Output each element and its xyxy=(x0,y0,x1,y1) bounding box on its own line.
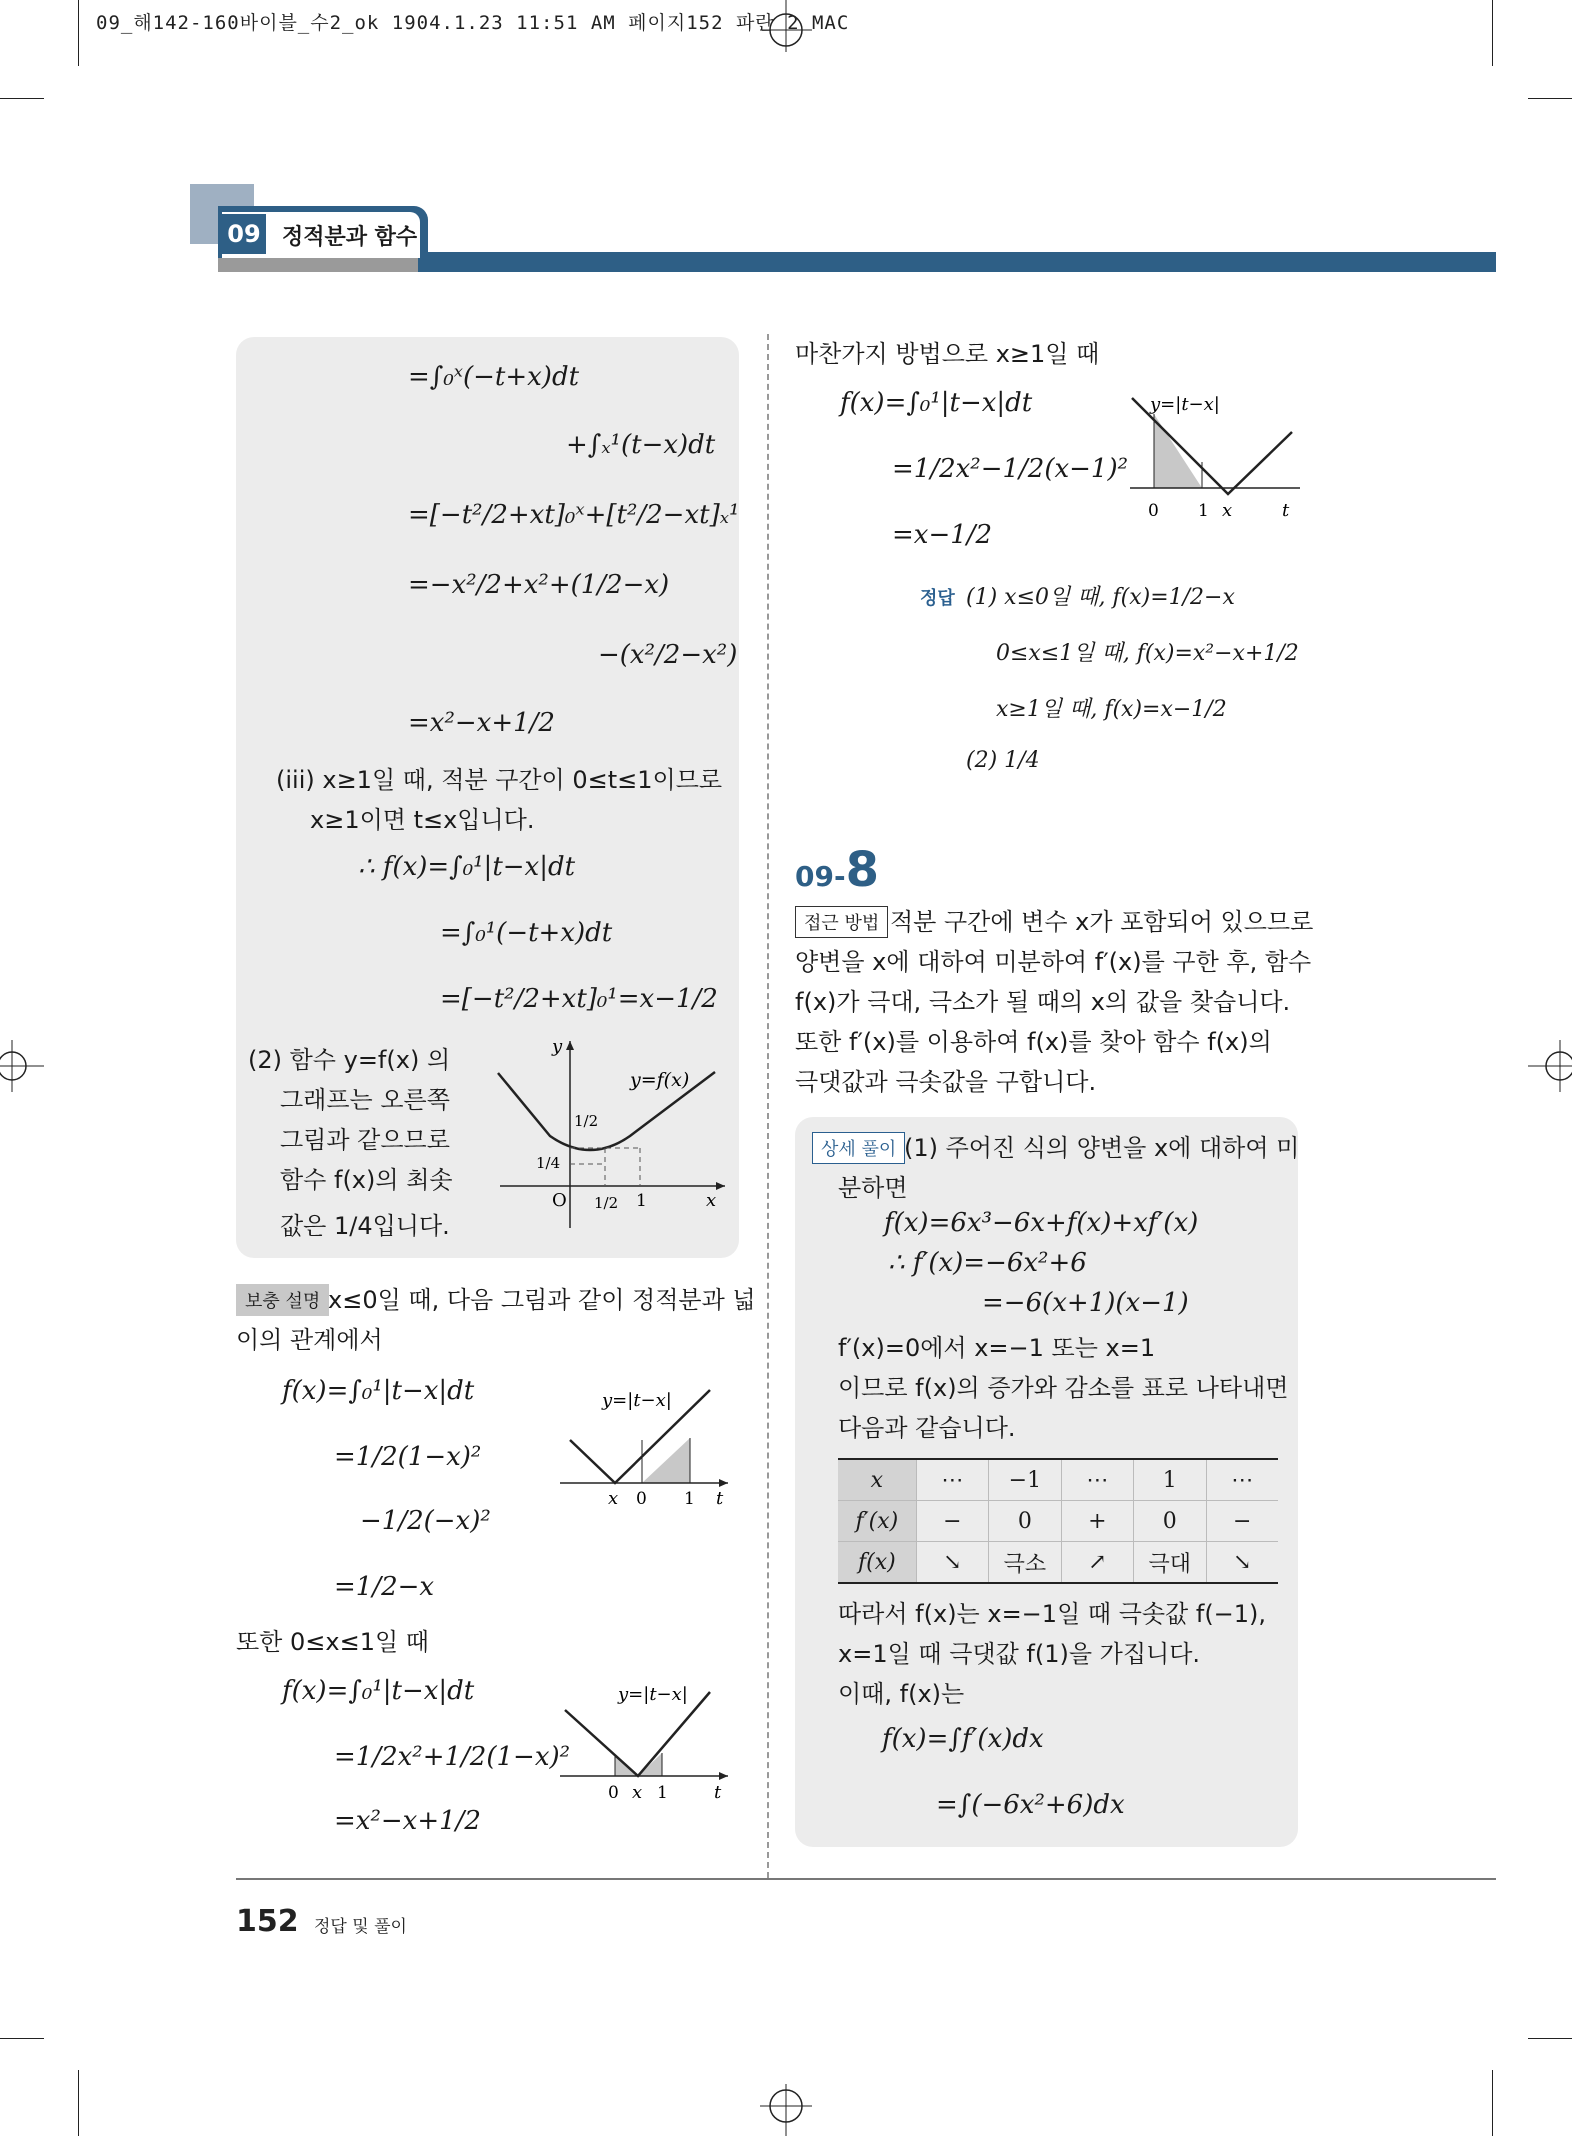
graph-label: y=|t−x| xyxy=(618,1684,688,1705)
crop-mark xyxy=(78,0,79,66)
footer-section: 정답 및 풀이 xyxy=(314,1917,407,1937)
abs-graph-x-positive xyxy=(1130,388,1310,518)
answer-line: 0≤x≤1일 때, f(x)=x²−x+1/2 xyxy=(996,641,1299,666)
table-cell: − xyxy=(1206,1501,1278,1542)
tick-label: 1 xyxy=(657,1783,668,1803)
table-cell: ↘ xyxy=(1206,1542,1278,1584)
detail-text: f′(x)=0에서 x=−1 또는 x=1 xyxy=(838,1334,1156,1362)
table-cell: f′(x) xyxy=(838,1501,916,1542)
page-number: 152 xyxy=(236,1904,299,1939)
equation-line: f(x)=∫₀¹|t−x|dt xyxy=(840,388,1033,418)
table-cell: −1 xyxy=(989,1459,1061,1501)
equation-line: =x²−x+1/2 xyxy=(408,708,555,738)
graph-label: y=|t−x| xyxy=(602,1390,672,1411)
table-cell: ↗ xyxy=(1061,1542,1133,1584)
registration-mark-icon xyxy=(1528,1040,1572,1092)
graph-label: y=|t−x| xyxy=(1150,394,1220,415)
equation-line: =1/2−x xyxy=(334,1572,435,1602)
supplement-text: 또한 0≤x≤1일 때 xyxy=(236,1628,429,1656)
table-cell: x xyxy=(838,1459,916,1501)
detail-text: 따라서 f(x)는 x=−1일 때 극솟값 f(−1), xyxy=(838,1600,1267,1628)
table-cell: + xyxy=(1061,1501,1133,1542)
print-slug: 09_해142-160바이블_수2_ok 1904.1.23 11:51 AM 페이지152 파란 2 MAC xyxy=(96,12,850,34)
approach-text: 양변을 x에 대하여 미분하여 f′(x)를 구한 후, 함수 xyxy=(795,948,1312,976)
equation-line: =∫₀¹(−t+x)dt xyxy=(440,918,613,948)
equation-line: +∫ₓ¹(t−x)dt xyxy=(566,430,716,460)
chapter-number: 09 xyxy=(222,214,266,254)
part2-text: 함수 f(x)의 최솟 xyxy=(280,1166,453,1194)
crop-mark xyxy=(1528,98,1572,99)
table-cell: 0 xyxy=(989,1501,1061,1542)
case-text: x≥1이면 t≤x입니다. xyxy=(310,806,535,834)
crop-mark xyxy=(78,2070,79,2136)
table-cell: 극대 xyxy=(1134,1542,1206,1584)
table-cell: ⋯ xyxy=(916,1459,988,1501)
right-text: 마찬가지 방법으로 x≥1일 때 xyxy=(795,340,1100,368)
chapter-title: 정적분과 함수 xyxy=(282,225,418,250)
axis-label: t xyxy=(716,1488,724,1509)
equation-line: −(x²/2−x²) xyxy=(598,640,738,670)
problem-num: 8 xyxy=(845,842,879,898)
footer-rule xyxy=(236,1878,1496,1880)
equation-line: =1/2(1−x)² xyxy=(334,1442,482,1472)
table-cell: 극소 xyxy=(989,1542,1061,1584)
part2-text: 그래프는 오른쪽 xyxy=(280,1086,450,1114)
equation-line: =x−1/2 xyxy=(892,520,993,550)
tick-label: x xyxy=(608,1488,619,1509)
equation-line: =1/2x²−1/2(x−1)² xyxy=(892,454,1129,484)
detail-text: 이때, f(x)는 xyxy=(838,1680,965,1708)
equation-line: =−6(x+1)(x−1) xyxy=(982,1288,1189,1318)
table-row xyxy=(838,1459,1278,1501)
part2-text: 그림과 같으므로 xyxy=(280,1126,450,1154)
approach-text: 또한 f′(x)를 이용하여 f(x)를 찾아 함수 f(x)의 xyxy=(795,1028,1272,1056)
axis-label: t xyxy=(714,1782,722,1803)
detail-text: x=1일 때 극댓값 f(1)을 가집니다. xyxy=(838,1640,1201,1668)
table-row xyxy=(838,1542,1278,1584)
detail-tag: 상세 풀이 xyxy=(812,1132,905,1164)
tick-label: 1 xyxy=(684,1489,695,1509)
tick-label: 1/2 xyxy=(574,1112,599,1130)
table-row xyxy=(838,1501,1278,1542)
axis-label: x xyxy=(706,1190,717,1211)
tick-label: 1 xyxy=(1198,501,1209,518)
equation-line: f(x)=∫f′(x)dx xyxy=(882,1724,1044,1754)
equation-line: =∫(−6x²+6)dx xyxy=(936,1790,1125,1820)
supplement-tag: 보충 설명 xyxy=(236,1284,329,1316)
answer-line: x≥1일 때, f(x)=x−1/2 xyxy=(996,697,1227,722)
table-cell: − xyxy=(916,1501,988,1542)
table-cell: ⋯ xyxy=(1061,1459,1133,1501)
approach-text: f(x)가 극대, 극소가 될 때의 x의 값을 찾습니다. xyxy=(795,988,1291,1016)
sign-table xyxy=(838,1458,1278,1584)
tick-label: 0 xyxy=(636,1489,647,1509)
equation-line: =[−t²/2+xt]₀¹=x−1/2 xyxy=(440,984,718,1014)
column-divider xyxy=(767,334,769,1878)
detail-text: (1) 주어진 식의 양변을 x에 대하여 미 xyxy=(904,1134,1300,1162)
equation-line: f(x)=∫₀¹|t−x|dt xyxy=(282,1376,475,1406)
crop-mark xyxy=(1492,0,1493,66)
tick-label: x xyxy=(1222,500,1233,518)
part2-text: 값은 1/4입니다. xyxy=(280,1212,450,1240)
crop-mark xyxy=(1492,2070,1493,2136)
equation-line: =−x²/2+x²+(1/2−x) xyxy=(408,570,670,600)
crop-mark xyxy=(0,98,44,99)
table-cell: ↘ xyxy=(916,1542,988,1584)
table-cell: f(x) xyxy=(838,1542,916,1584)
table-cell: ⋯ xyxy=(1206,1459,1278,1501)
equation-line: =[−t²/2+xt]₀ˣ+[t²/2−xt]ₓ¹ xyxy=(408,500,740,530)
axis-label: y xyxy=(552,1036,563,1057)
abs-graph-x-between xyxy=(560,1680,740,1810)
answer-line: (1) x≤0일 때, f(x)=1/2−x xyxy=(966,585,1235,610)
equation-line: ∴ f(x)=∫₀¹|t−x|dt xyxy=(358,852,576,882)
tick-label: 0 xyxy=(608,1783,619,1803)
table-cell: 1 xyxy=(1134,1459,1206,1501)
equation-line: f(x)=∫₀¹|t−x|dt xyxy=(282,1676,475,1706)
problem-prefix: 09- xyxy=(795,860,846,893)
equation-line: f(x)=6x³−6x+f(x)+xf′(x) xyxy=(884,1208,1199,1238)
tick-label: 1/4 xyxy=(536,1154,561,1172)
equation-line: =∫₀ˣ(−t+x)dt xyxy=(408,362,580,392)
registration-mark-icon xyxy=(0,1040,44,1092)
crop-mark xyxy=(0,2038,44,2039)
crop-mark xyxy=(1528,2038,1572,2039)
tick-label: 0 xyxy=(1148,501,1159,518)
part2-text: (2) 함수 y=f(x) 의 xyxy=(248,1046,451,1074)
equation-line: =x²−x+1/2 xyxy=(334,1806,481,1836)
supplement-text: 이의 관계에서 xyxy=(236,1326,383,1354)
equation-line: =1/2x²+1/2(1−x)² xyxy=(334,1742,571,1772)
tick-label: x xyxy=(632,1782,643,1803)
abs-graph-x-negative xyxy=(560,1380,740,1510)
origin-label: O xyxy=(552,1190,567,1211)
equation-line: −1/2(−x)² xyxy=(360,1506,491,1536)
approach-tag: 접근 방법 xyxy=(795,906,888,938)
graph-label: y=f(x) xyxy=(630,1069,690,1091)
equation-line: ∴ f′(x)=−6x²+6 xyxy=(888,1248,1087,1278)
registration-mark-icon xyxy=(760,2084,812,2136)
tick-label: 1/2 xyxy=(594,1194,619,1212)
fx-graph xyxy=(490,1036,730,1236)
problem-number xyxy=(795,842,879,898)
approach-text: 극댓값과 극솟값을 구합니다. xyxy=(795,1068,1097,1096)
detail-text: 분하면 xyxy=(838,1174,908,1202)
tick-label: 1 xyxy=(636,1191,647,1211)
axis-label: t xyxy=(1282,500,1290,518)
detail-text: 다음과 같습니다. xyxy=(838,1414,1016,1442)
answer-line: (2) 1/4 xyxy=(966,748,1040,773)
case-text: (iii) x≥1일 때, 적분 구간이 0≤t≤1이므로 xyxy=(276,766,723,794)
answer-label: 정답 xyxy=(920,588,955,609)
supplement-text: x≤0일 때, 다음 그림과 같이 정적분과 넓 xyxy=(328,1286,756,1314)
approach-text: 적분 구간에 변수 x가 포함되어 있으므로 xyxy=(890,908,1314,936)
table-cell: 0 xyxy=(1134,1501,1206,1542)
detail-text: 이므로 f(x)의 증가와 감소를 표로 나타내면 xyxy=(838,1374,1289,1402)
